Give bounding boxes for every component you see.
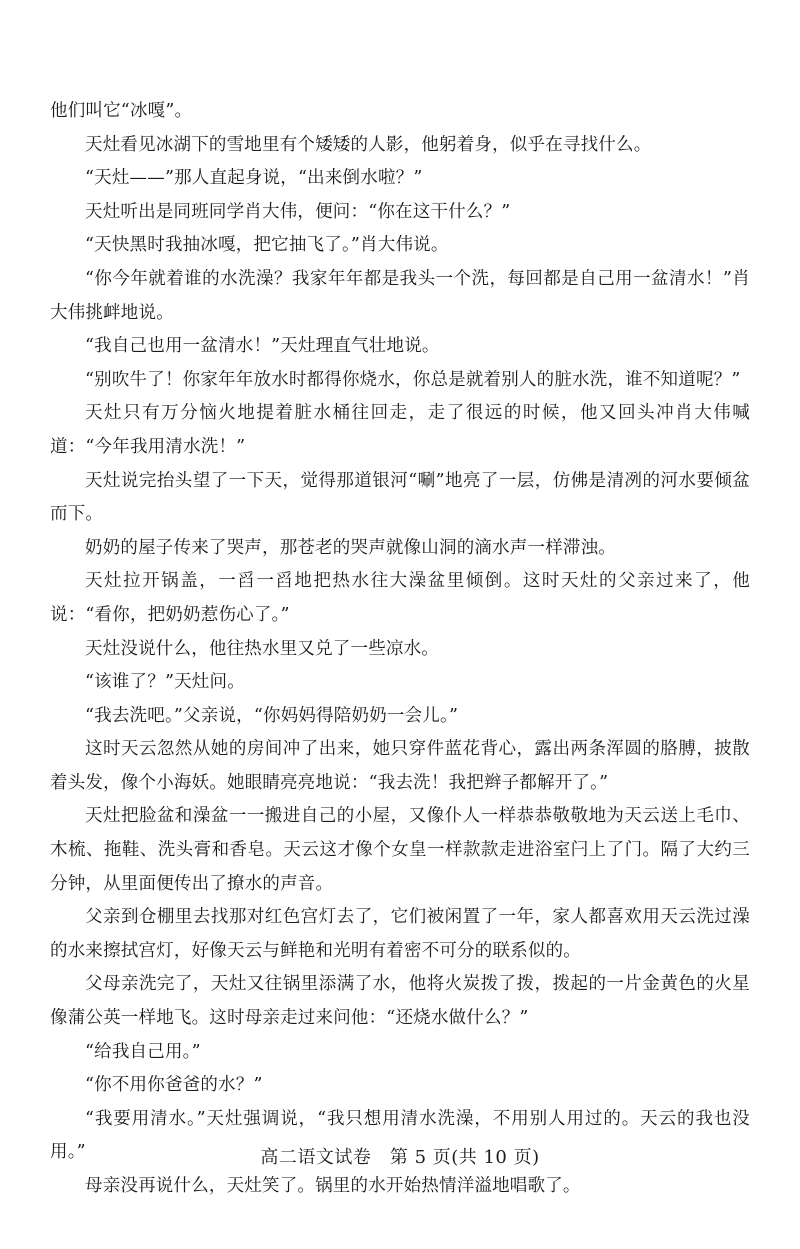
story-text bbox=[50, 95, 750, 1204]
paragraph: “我自己也用一盆清水！”天灶理直气壮地说。 bbox=[85, 336, 440, 357]
paragraph: “你不用你爸爸的水？” bbox=[85, 1075, 263, 1096]
paragraph-continuation: 他们叫它“冰嘎”。 bbox=[50, 101, 193, 121]
paragraph: “我去洗吧。”父亲说，“你妈妈得陪奶奶一会儿。” bbox=[85, 705, 459, 726]
paragraph: “天快黑时我抽冰嘎，把它抽飞了。”肖大伟说。 bbox=[85, 235, 449, 256]
paragraph: 这时天云忽然从她的房间冲了出来，她只穿件蓝花背心，露出两条浑圆的胳膊，披散着头发，像个小海妖。她眼睛亮亮地说：“我去洗！我把辫子都解开了。” bbox=[50, 739, 750, 793]
paragraph: “我要用清水。”天灶强调说，“我只想用清水洗澡，不用别人用过的。天云的我也没用。” bbox=[50, 1108, 750, 1163]
page-footer: 高二语文试卷 第 5 页(共 10 页) bbox=[260, 1147, 540, 1168]
paragraph: 天灶把脸盆和澡盆一一搬进自己的小屋，又像仆人一样恭恭敬敬地为天云送上毛巾、木梳、拖鞋、洗头膏和香皂。天云这才像个女皇一样款款走进浴室闩上了门。隔了大约三分钟，从里面便传出了撩水的声音。 bbox=[50, 806, 750, 894]
paragraph: 天灶只有万分恼火地提着脏水桶往回走，走了很远的时候，他又回头冲肖大伟喊道：“今年我用清水洗！” bbox=[50, 403, 750, 457]
paragraph: 父母亲洗完了，天灶又往锅里添满了水，他将火炭拨了拨，拨起的一片金黄色的火星像蒲公英一样地飞。这时母亲走过来问他：“还烧水做什么？” bbox=[50, 974, 750, 1029]
paragraph: 奶奶的屋子传来了哭声，那苍老的哭声就像山洞的滴水声一样滞浊。 bbox=[85, 537, 616, 558]
paragraph: 天灶说完抬头望了一下天，觉得那道银河“唰”地亮了一层，仿佛是清冽的河水要倾盆而下。 bbox=[50, 470, 750, 525]
paragraph: 天灶拉开锅盖，一舀一舀地把热水往大澡盆里倾倒。这时天灶的父亲过来了，他说：“看你，把奶奶惹伤心了。” bbox=[50, 571, 750, 625]
paragraph: 母亲没再说什么，天灶笑了。锅里的水开始热情洋溢地唱歌了。 bbox=[85, 1176, 581, 1196]
paragraph: “该谁了？”天灶问。 bbox=[85, 672, 245, 693]
paragraph: “你今年就着谁的水洗澡？我家年年都是我头一个洗，每回都是自己用一盆清水！”肖大伟挑衅地说。 bbox=[50, 268, 750, 323]
paragraph: 父亲到仓棚里去找那对红色宫灯去了，它们被闲置了一年，家人都喜欢用天云洗过澡的水来擦拭宫灯，好像天云与鲜艳和光明有着密不可分的联系似的。 bbox=[50, 907, 750, 961]
paragraph: “天灶——”那人直起身说，“出来倒水啦？” bbox=[85, 168, 423, 189]
paragraph: 天灶听出是同班同学肖大伟，便问：“你在这干什么？” bbox=[85, 201, 511, 222]
paragraph: 天灶没说什么，他往热水里又兑了一些凉水。 bbox=[85, 638, 439, 659]
paragraph: 天灶看见冰湖下的雪地里有个矮矮的人影，他躬着身，似乎在寻找什么。 bbox=[85, 134, 652, 155]
paragraph: “给我自己用。” bbox=[85, 1041, 201, 1062]
paragraph: “别吹牛了！你家年年放水时都得你烧水，你总是就着别人的脏水洗，谁不知道呢？” bbox=[85, 369, 741, 390]
